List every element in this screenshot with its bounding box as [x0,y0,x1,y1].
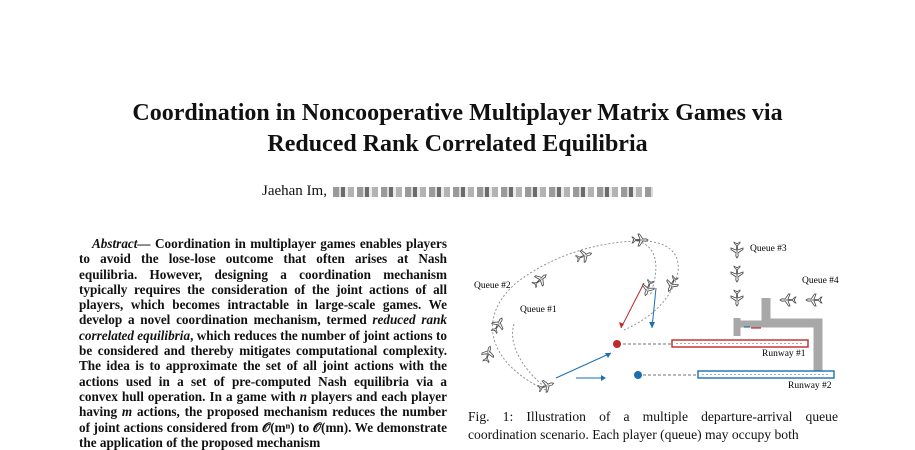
airplane-icon [574,248,593,265]
blue-arrowhead [601,375,606,381]
airplane-icon [489,315,507,335]
label-queue-4: Queue #4 [802,276,839,286]
airplane-icon [780,294,796,306]
blue-arrow [556,353,611,378]
airplane-icon [731,290,743,306]
label-queue-3: Queue #3 [750,244,787,254]
title-line-1: Coordination in Noncooperative Multiplayer Matrix Games via [132,100,783,126]
airplane-icon [640,278,657,297]
blue-arrowhead [649,322,655,328]
title-line-2: Reduced Rank Correlated Equilibria [267,131,648,157]
blue-point [634,371,642,379]
red-arrow [621,283,644,328]
paper-title [0,98,915,160]
key-term: reduced rank correlated equilibria [79,312,447,343]
airplane-icon [530,270,550,289]
approach-path [493,241,638,390]
queue-diagram [466,228,846,400]
red-point [613,340,621,348]
airplane-icon [731,242,743,258]
author-line [0,183,915,200]
author-name: Jaehan Im, [262,183,327,199]
label-runway-2: Runway #2 [788,381,832,391]
label-queue-1: Queue #1 [520,305,557,315]
airplane-icon [480,345,496,364]
taxiway [766,298,818,373]
airplane-icon [536,378,555,395]
approach-path [513,324,546,388]
redacted-affiliation [333,187,653,197]
airplane-icon [731,266,743,282]
abstract-lead: Abstract— [92,236,151,251]
airplane-icon [663,274,681,294]
label-runway-1: Runway #1 [762,349,806,359]
airplane-icon [806,294,822,306]
label-queue-2: Queue #2 [474,281,511,291]
figure-caption: Fig. 1: Illustration of a multiple departure-arrival queue coordination scenario. Each player (queue) may occupy both [468,409,838,442]
abstract: Abstract— Coordination in multiplayer games enables players to avoid the lose-lose outcome that often arises at Nash equilibria. However, designing a coordination mechanism typically requires the consideration of the joint actions of all players, which becomes intractable in large-scale games. We develop a novel coordination mechanism, termed reduced rank correlated equilibria, which reduces the number of joint actions to be considered and thereby mitigates computational complexity. The idea is to approximate the set of all joint actions with the actions used in a set of pre-computed Nash equilibria via a convex hull operation. In a game with n players and each player having m actions, the proposed mechanism reduces the number of joint actions considered from 𝒪(mⁿ) to 𝒪(mn). We demonstrate the application of the proposed mechanism [79,236,448,450]
figure-1 [466,228,846,400]
